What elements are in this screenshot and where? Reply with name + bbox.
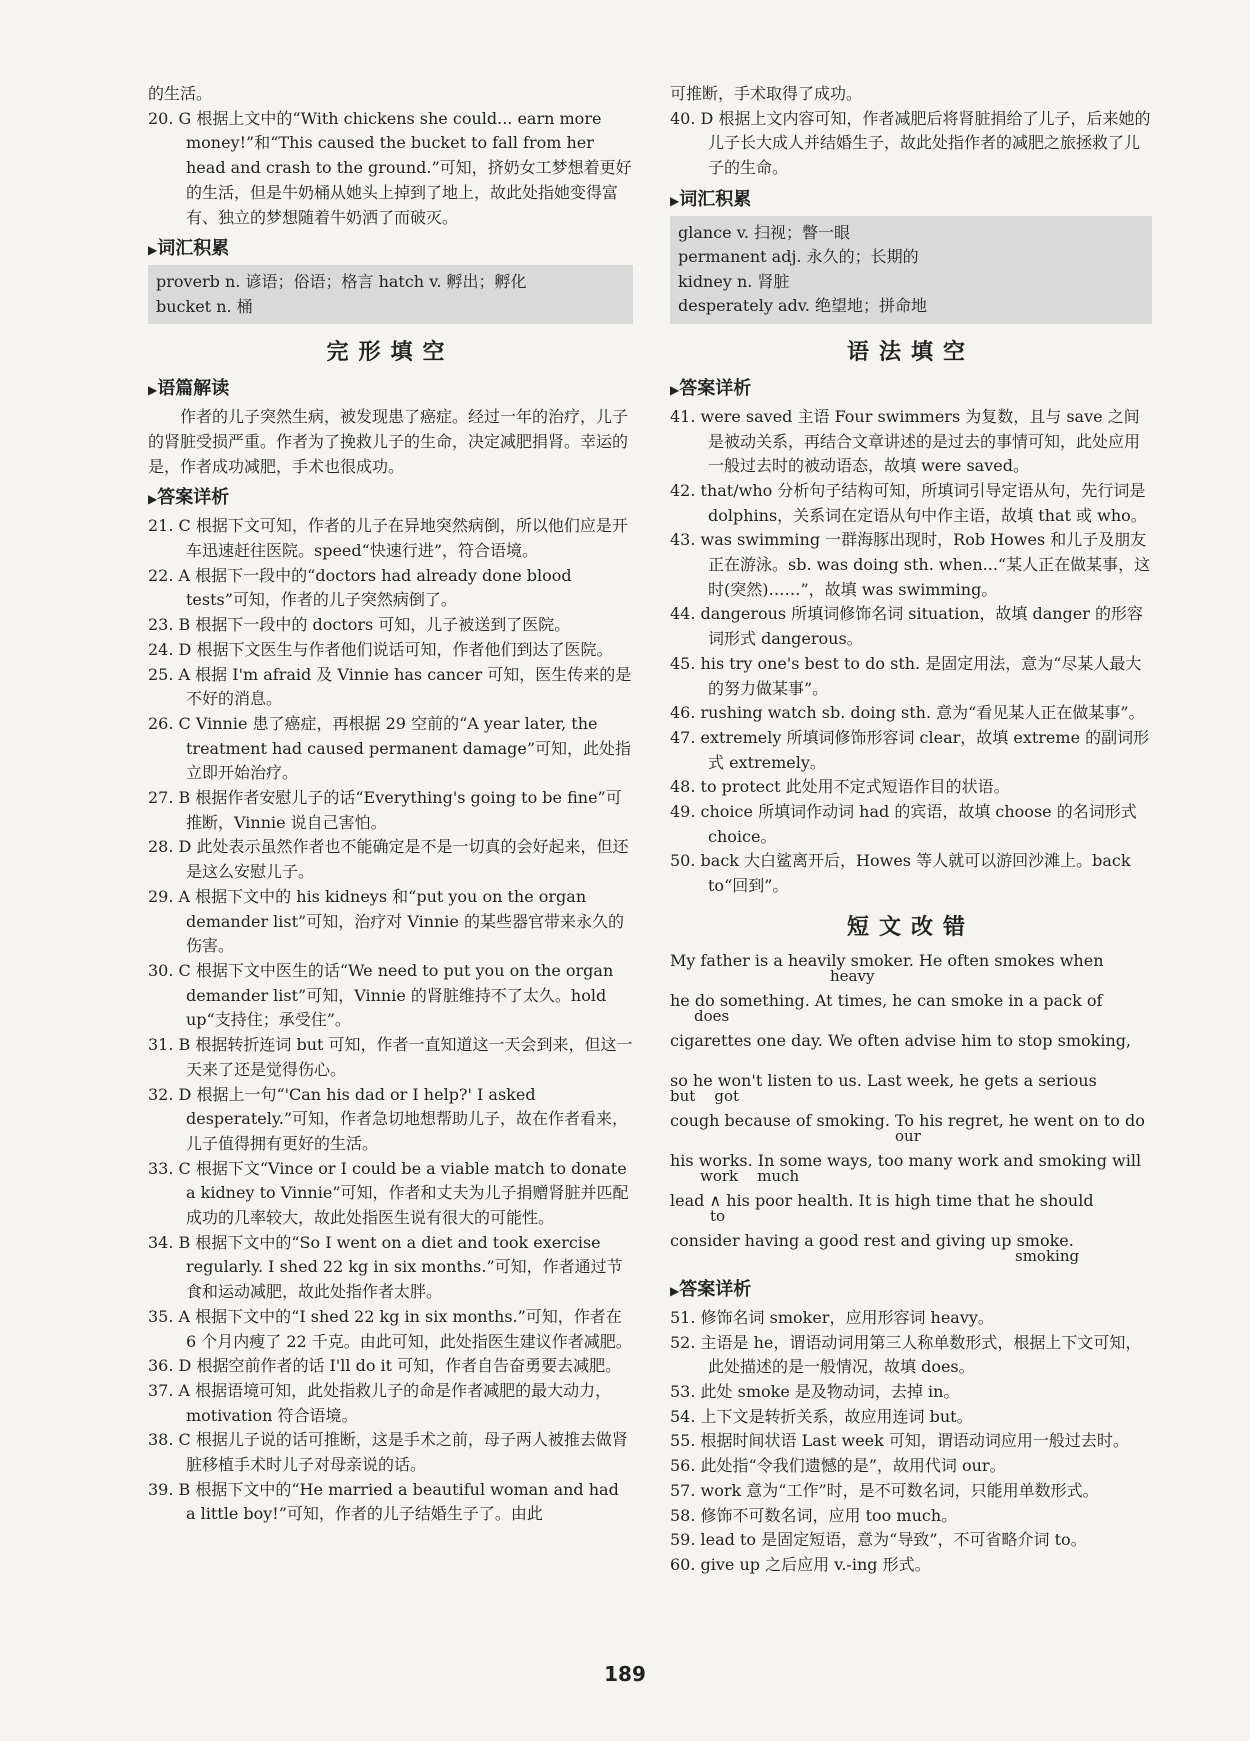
answer-item: 31. B 根据转折连词 but 可知，作者一直知道这一天会到来，但这一天来了还是觉得伤心。 (148, 1035, 633, 1079)
essay-line: lead ∧ his poor health. It is high time that he should to (670, 1190, 1094, 1225)
essay-line: his works. In some ways, too many work and smoking will work much (670, 1150, 1142, 1185)
vocab-line: proverb n. 谚语；俗语；格言 hatch v. 孵出；孵化 (156, 272, 527, 292)
answers-heading: ▶ 答案详析 (148, 485, 633, 512)
answer-list (148, 514, 633, 1527)
answer-item: 59. lead to 是固定短语，意为“导致”，不可省略介词 to。 (670, 1530, 1087, 1550)
right-column (670, 82, 1152, 1578)
vocab-heading: ▶ 词汇积累 (148, 236, 633, 263)
left-column (148, 82, 633, 1527)
essay-line: consider having a good rest and giving up smoke. smoking (670, 1230, 1080, 1265)
answer-item: 58. 修饰不可数名词，应用 too much。 (670, 1505, 958, 1525)
grammar-title: 语法填空 (846, 339, 975, 365)
essay-line: My father is a heavily smoker. He often smokes when heavy (670, 950, 1104, 985)
answer-item: 26. C Vinnie 患了癌症，再根据 29 空前的“A year later, the treatment had caused permanent damage”可知，此处指立即开始治疗。 (148, 713, 632, 783)
reading-summary: 作者的儿子突然生病，被发现患了癌症。经过一年的治疗，儿子的肾脏受损严重。作者为了挽救儿子的生命，决定减肥捐肾。幸运的是，作者成功减肥，手术也很成功。 (148, 407, 629, 476)
correction-answer-list (670, 1306, 1152, 1578)
answer-item: 48. to protect 此处用不定式短语作目的状语。 (670, 777, 1010, 797)
answer-item: 25. A 根据 I'm afraid 及 Vinnie has cancer 可知，医生传来的是不好的消息。 (148, 664, 632, 709)
correction-essay (670, 951, 1152, 1271)
vocab-line: glance v. 扫视；瞥一眼 (678, 222, 851, 242)
answer-item: 29. A 根据下文中的 his kidneys 和“put you on the organ demander list”可知，治疗对 Vinnie 的某些器官带来永久的伤害。 (148, 886, 624, 956)
answer-item: 32. D 根据上一句“'Can his dad or I help?' I asked desperately.”可知，作者急切地想帮助儿子，故在作者看来，儿子值得拥有更好的生活。 (148, 1084, 629, 1153)
answer-item: 44. dangerous 所填词修饰名词 situation，故填 danger 的形容词形式 dangerous。 (670, 604, 1144, 649)
answer-item: 45. his try one's best to do sth. 是固定用法，意为“尽某人最大的努力做某事”。 (670, 653, 1142, 698)
essay-line: cough because of smoking. To his regret, he went on to do our (670, 1110, 1145, 1145)
answer-item: 22. A 根据下一段中的“doctors had already done blood tests”可知，作者的儿子突然病倒了。 (148, 565, 572, 610)
answer-item: 42. that/who 分析句子结构可知，所填词引导定语从句，先行词是 dolphins，关系词在定语从句中作主语，故填 that 或 who。 (670, 480, 1147, 525)
continued-text: 可推断，手术取得了成功。 (670, 84, 863, 103)
answer-item: 37. A 根据语境可知，此处指救儿子的命是作者减肥的最大动力，motivation 符合语境。 (148, 1380, 612, 1425)
vocab-line: bucket n. 桶 (156, 296, 253, 316)
page-number: 189 (604, 1662, 646, 1686)
vocab-box (670, 216, 1152, 324)
answer-item: 34. B 根据下文中的“So I went on a diet and took exercise regularly. I shed 22 kg in six months.”可知，作者通过节食和运动减肥，故此处指作者太胖。 (148, 1232, 623, 1302)
essay-line: so he won't listen to us. Last week, he gets a serious but got (670, 1070, 1097, 1105)
answer-item: 39. B 根据下文中的“He married a beautiful woman and had a little boy!”可知，作者的儿子结婚生子了。由此 (148, 1479, 619, 1524)
answer-item: 47. extremely 所填词修饰形容词 clear，故填 extreme 的副词形式 extremely。 (670, 727, 1150, 772)
answer-item: 27. B 根据作者安慰儿子的话“Everything's going to be fine”可推断，Vinnie 说自己害怕。 (148, 788, 622, 832)
essay-correction: smoking (1015, 1246, 1080, 1265)
reading-heading: ▶ 语篇解读 (148, 376, 633, 403)
essay-correction: heavy (830, 966, 875, 985)
answer-item: 36. D 根据空前作者的话 I'll do it 可知，作者自告奋勇要去减肥。 (148, 1356, 622, 1376)
answer-item: 21. C 根据下文可知，作者的儿子在异地突然病倒，所以他们应是开车迅速赶往医院。speed“快速行进”，符合语境。 (148, 516, 628, 561)
vocab-box (148, 265, 633, 324)
answer-item: 35. A 根据下文中的“I shed 22 kg in six months.”可知，作者在 6 个月内瘦了 22 千克。由此可知，此处指医生建议作者减肥。 (148, 1306, 632, 1351)
essay-correction: to (710, 1206, 726, 1225)
answer-item: 54. 上下文是转折关系，故应用连词 but。 (670, 1406, 973, 1426)
vocab-line: permanent adj. 永久的；长期的 (678, 247, 919, 267)
answer-item: 41. were saved 主语 Four swimmers 为复数，且与 save 之间是被动关系，再结合文章讲述的是过去的事情可知，此处应用一般过去时的被动语态，故填 were saved。 (670, 406, 1141, 476)
continued-text: 的生活。 (148, 84, 213, 103)
answers-heading: ▶ 答案详析 (670, 376, 1152, 403)
answer-item: 43. was swimming 一群海豚出现时，Rob Howes 和儿子及朋友正在游泳。sb. was doing sth. when...“某人正在做某事，这时(突然)……”，故填 was swimming。 (670, 530, 1151, 599)
answer-item: 24. D 根据下文医生与作者他们说话可知，作者他们到达了医院。 (148, 639, 613, 659)
answer-item: 46. rushing watch sb. doing sth. 意为“看见某人正在做某事”。 (670, 703, 1145, 723)
answer-item: 60. give up 之后应用 v.-ing 形式。 (670, 1554, 931, 1574)
essay-line: cigarettes one day. We often advise him to stop smoking, (670, 1030, 1132, 1050)
correction-title: 短文改错 (846, 914, 975, 940)
answer-item: 50. back 大白鲨离开后，Howes 等人就可以游回沙滩上。back to“回到”。 (670, 851, 1131, 896)
answer-item: 28. D 此处表示虽然作者也不能确定是不是一切真的会好起来，但还是这么安慰儿子。 (148, 837, 629, 882)
essay-correction: but got (670, 1086, 740, 1105)
grammar-answer-list (670, 405, 1152, 899)
essay-correction: our (895, 1126, 921, 1145)
vocab-heading: ▶ 词汇积累 (670, 187, 1152, 214)
answer-item: 56. 此处指“令我们遗憾的是”，故用代词 our。 (670, 1456, 1006, 1476)
answer-item-20: 20. G 根据上文中的“With chickens she could... earn more money!”和“This caused the bucket to fall from her head and crash to the ground.”可知，挤奶女工梦想着更好的生活，但是牛奶桶从她头上掉到了地上，故此处指她变得富有、独立的梦想随着牛奶洒了而破灭。 (148, 108, 632, 227)
answer-item: 33. C 根据下文“Vince or I could be a viable match to donate a kidney to Vinnie”可知，作者和丈夫为儿子捐赠肾脏并匹配成功的几率较大，故此处指医生说有很大的可能性。 (148, 1158, 629, 1228)
vocab-line: kidney n. 肾脏 (678, 271, 790, 291)
answer-item: 53. 此处 smoke 是及物动词，去掉 in。 (670, 1381, 960, 1401)
answer-item: 55. 根据时间状语 Last week 可知，谓语动词应用一般过去时。 (670, 1431, 1129, 1451)
answer-item: 30. C 根据下文中医生的话“We need to put you on the organ demander list”可知，Vinnie 的肾脏维持不了太久。hold up“支持住；承受住”。 (148, 960, 614, 1030)
essay-line: he do something. At times, he can smoke in a pack of does (670, 990, 1103, 1025)
answers-heading: ▶ 答案详析 (670, 1277, 1152, 1304)
answer-item: 49. choice 所填词作动词 had 的宾语，故填 choose 的名词形式 choice。 (670, 802, 1137, 846)
cloze-title: 完形填空 (326, 340, 455, 366)
essay-correction: work much (700, 1166, 800, 1185)
answer-item: 38. C 根据儿子说的话可推断，这是手术之前，母子两人被推去做肾脏移植手术时儿子对母亲说的话。 (148, 1430, 628, 1475)
answer-item: 57. work 意为“工作”时，是不可数名词，只能用单数形式。 (670, 1480, 1099, 1500)
answer-item: 23. B 根据下一段中的 doctors 可知，儿子被送到了医院。 (148, 615, 571, 635)
answer-item-40: 40. D 根据上文内容可知，作者减肥后将肾脏捐给了儿子，后来她的儿子长大成人并结婚生子，故此处指作者的减肥之旅拯救了儿子的生命。 (670, 108, 1151, 178)
vocab-line: desperately adv. 绝望地；拼命地 (678, 296, 928, 316)
essay-correction: does (694, 1006, 730, 1025)
answer-item: 52. 主语是 he，谓语动词用第三人称单数形式，根据上下文可知，此处描述的是一般情况，故填 does。 (670, 1332, 1142, 1377)
answer-item: 51. 修饰名词 smoker，应用形容词 heavy。 (670, 1307, 994, 1327)
